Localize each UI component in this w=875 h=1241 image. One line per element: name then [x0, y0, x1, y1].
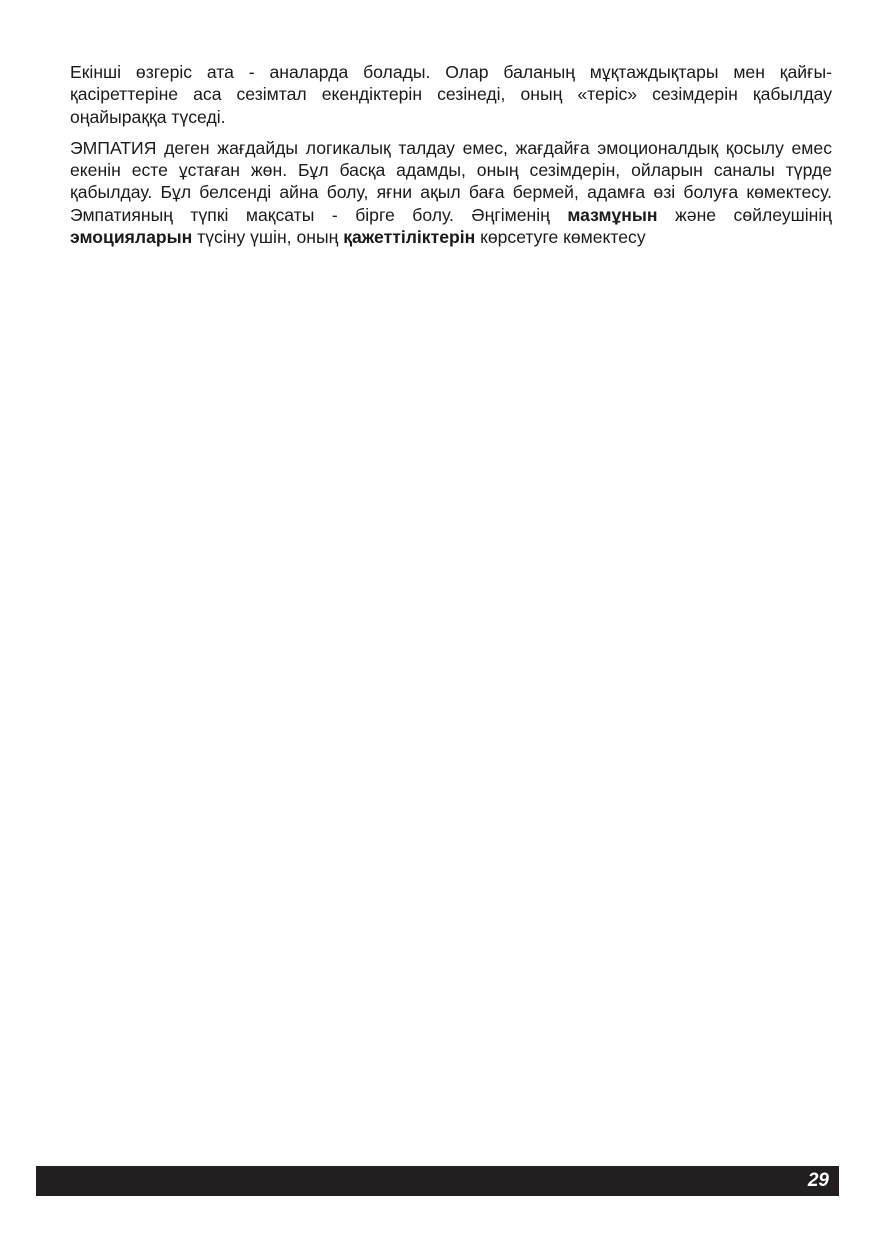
page-number: 29	[807, 1170, 829, 1191]
empathy-text-part-2: және сөйлеушінің	[657, 204, 832, 225]
page-content	[70, 61, 832, 248]
empathy-text-part-4: көрсетуге көмектесу	[475, 227, 646, 248]
footer-bar	[36, 1166, 839, 1196]
paragraph-empathy-definition	[70, 137, 832, 248]
empathy-text-part-3: түсіну үшін, оның	[192, 227, 344, 248]
bold-term-needs: қажеттіліктерін	[343, 227, 476, 248]
bold-term-content: мазмұнын	[567, 204, 658, 225]
bold-term-emotions: эмоцияларын	[70, 227, 193, 248]
paragraph-parent-change: Екінші өзгеріс ата - аналарда болады. Олар баланың мұқтаждықтары мен қайғы-қасіреттеріне аса сезімтал екендіктерін сезінеді, оның «теріс» сезімдерін қабылдау оңайыраққа түседі.	[70, 62, 832, 127]
empathy-text-part-1: ЭМПАТИЯ деген жағдайды логикалық талдау емес, жағдайға эмоционалдық қосылу емес екенін есте ұстаған жөн. Бұл басқа адамды, оның сезімдерін, ойларын саналы түрде қабылдау. Бұл белсенді айна болу, яғни ақыл баға бермей, адамға өзі болуға көмектесу. Эмпатияның түпкі мақсаты - бірге болу. Әңгіменің	[70, 137, 832, 225]
